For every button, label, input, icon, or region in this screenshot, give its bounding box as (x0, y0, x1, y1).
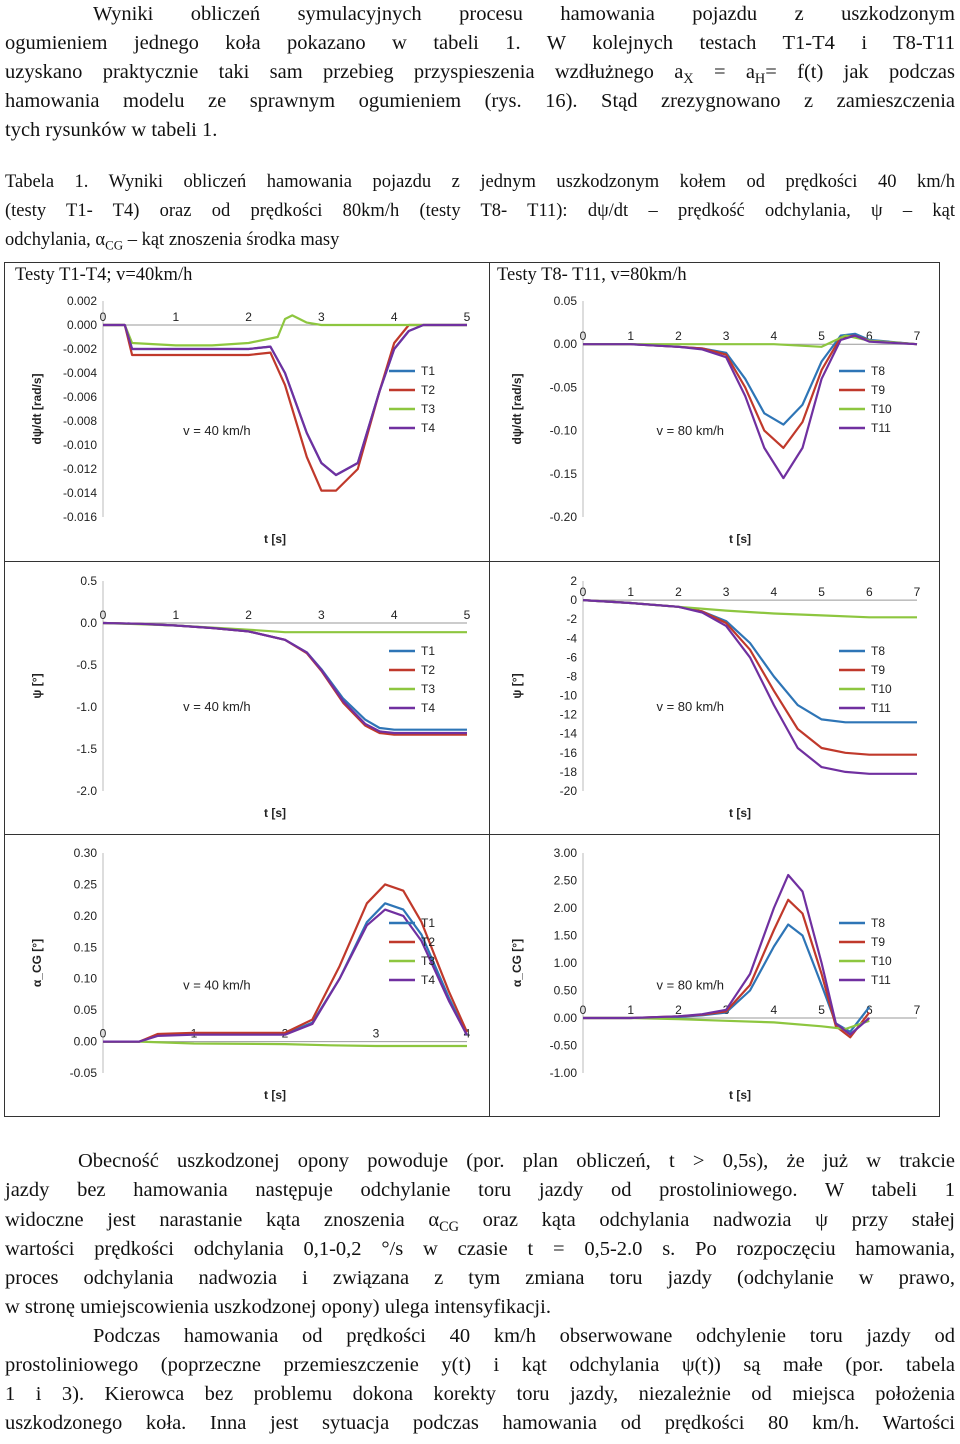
legend-label: T9 (871, 383, 886, 397)
y-tick-label: -0.15 (549, 466, 577, 481)
series-line-t9 (583, 336, 917, 448)
legend-label: T1 (421, 916, 436, 930)
y-tick-label: -0.008 (62, 414, 97, 428)
legend-label: T2 (421, 935, 436, 949)
speed-annotation: v = 80 km/h (656, 977, 725, 993)
column-header-left: Testy T1-T4; v=40km/h (15, 265, 193, 285)
legend-label: T11 (871, 421, 891, 435)
y-tick-label: -1.5 (76, 742, 97, 756)
caption-line-1: Tabela 1. Wyniki obliczeń hamowania pojazdu z jednym uszkodzonym kołem od prędkości 40 km/h (5, 172, 955, 192)
intro-line-1: Wyniki obliczeń symulacyjnych procesu hamowania pojazdu z uszkodzonym (93, 3, 955, 25)
y-tick-label: 0.50 (553, 983, 577, 998)
x-tick-label: 2 (245, 310, 252, 324)
legend-label: T1 (421, 364, 436, 378)
legend-label: T11 (871, 701, 891, 715)
p1-line-3: widoczne jest narastanie kąta znoszenia $\alpha_{CG}$ oraz kąta odchylania nadwozia ψ przy stałej (5, 1209, 955, 1236)
p1-line-6: w stronę umiejscowienia uszkodzonej opony) ulega intensyfikacji. (5, 1296, 551, 1318)
x-tick-label: 6 (865, 1003, 873, 1017)
chart-yaw-rate-40kmh (25, 289, 481, 551)
x-tick-label: 5 (818, 329, 825, 344)
y-tick-label: -10 (559, 688, 577, 703)
p1-line-5: proces odchylania nadwozia i związana z tym zmiana toru jazdy (odchylanie w prawo, (5, 1267, 955, 1289)
legend-label: T8 (871, 916, 886, 930)
x-axis-label: t [s] (264, 1088, 286, 1102)
y-tick-label: -0.006 (62, 390, 97, 404)
y-axis-label: dψ/dt [rad/s] (510, 373, 524, 445)
chart-yaw-rate-80kmh (505, 289, 931, 551)
legend-label: T2 (421, 383, 436, 397)
series-line-t11 (583, 336, 917, 479)
x-tick-label: 3 (722, 329, 730, 344)
speed-annotation: v = 80 km/h (656, 699, 725, 715)
y-tick-label: -1.0 (76, 700, 97, 714)
chart-sideslip-40kmh (25, 841, 481, 1107)
x-tick-label: 7 (913, 585, 921, 600)
x-tick-label: 5 (463, 608, 471, 622)
chart-yaw-angle-80kmh (505, 569, 931, 825)
intro-line-2: ogumieniem jednego koła pokazano w tabeli 1. W kolejnych testach T1-T4 i T8-T11 (5, 32, 955, 54)
intro-line-4: hamowania modelu ze sprawnym ogumieniem (rys. 16). Stąd zrezygnowano z zamieszczenia (5, 90, 955, 112)
y-tick-label: -0.012 (62, 462, 97, 476)
speed-annotation: v = 40 km/h (183, 422, 251, 438)
series-line-t2 (103, 884, 467, 1041)
y-tick-label: -18 (559, 764, 577, 779)
x-tick-label: 5 (463, 310, 471, 324)
series-line-t1 (103, 325, 467, 475)
y-tick-label: 2.50 (553, 873, 577, 888)
x-axis-label: t [s] (264, 806, 286, 820)
legend-label: T4 (421, 421, 436, 435)
intro-line-5: tych rysunków w tabeli 1. (5, 119, 218, 141)
p2-line-2: prostoliniowego (poprzeczne przemieszczenie y(t) i kąt odchylania ψ(t)) są małe (por. tabela (5, 1354, 955, 1376)
p2-line-1: Podczas hamowania od prędkości 40 km/h obserwowane odchylenie toru jazdy od (93, 1325, 955, 1347)
intro-line-3: uzyskano praktycznie taki sam przebieg przyspieszenia wzdłużnego $a_X = a_H= f(t)$ jak podczas (5, 61, 955, 88)
speed-annotation: v = 80 km/h (656, 422, 725, 438)
y-axis-label: α_CG [°] (510, 938, 524, 988)
y-tick-label: -0.50 (549, 1038, 577, 1053)
y-tick-label: 0.20 (73, 908, 97, 923)
x-tick-label: 0 (579, 585, 587, 600)
x-tick-label: 1 (190, 1026, 198, 1041)
x-tick-label: 5 (818, 585, 825, 600)
y-tick-label: 0 (570, 593, 577, 608)
x-tick-label: 4 (770, 329, 778, 344)
x-tick-label: 1 (627, 1003, 635, 1017)
y-tick-label: -16 (559, 745, 577, 760)
y-tick-label: -0.10 (549, 423, 577, 438)
y-tick-label: 0.10 (73, 971, 97, 986)
series-line-t8 (583, 600, 917, 722)
column-header-right: Testy T8- T11, v=80km/h (497, 265, 687, 285)
legend-label: T10 (871, 682, 892, 696)
x-tick-label: 3 (722, 585, 730, 600)
x-axis-label: t [s] (729, 1088, 751, 1102)
y-tick-label: 1.50 (553, 928, 577, 943)
series-line-t10 (583, 1018, 869, 1029)
y-tick-label: 0.5 (80, 574, 97, 588)
x-tick-label: 4 (463, 1026, 471, 1041)
y-tick-label: -1.00 (549, 1066, 577, 1080)
x-tick-label: 3 (318, 608, 325, 622)
caption-line-2: (testy T1- T4) oraz od prędkości 80km/h (testy T8- T11): dψ/dt – prędkość odchylania, ψ – kąt (5, 201, 955, 221)
x-tick-label: 0 (579, 329, 587, 344)
table-column-divider (489, 263, 490, 1116)
y-axis-label: ψ [°] (510, 673, 524, 699)
x-tick-label: 0 (99, 1026, 107, 1041)
x-tick-label: 2 (675, 585, 682, 600)
x-tick-label: 3 (372, 1026, 380, 1041)
series-line-t3 (103, 1042, 467, 1046)
x-tick-label: 0 (99, 310, 107, 324)
speed-annotation: v = 40 km/h (183, 977, 251, 993)
y-tick-label: -2 (566, 612, 577, 627)
legend-label: T11 (871, 973, 891, 987)
x-tick-label: 6 (865, 329, 873, 344)
y-axis-label: dψ/dt [rad/s] (30, 373, 44, 445)
legend-label: T8 (871, 644, 886, 658)
series-line-t4 (103, 623, 467, 733)
legend-label: T3 (421, 682, 436, 696)
legend-label: T4 (421, 701, 436, 715)
y-tick-label: 0.15 (73, 940, 97, 955)
chart-sideslip-80kmh (505, 841, 931, 1107)
series-line-t4 (103, 910, 467, 1042)
y-tick-label: -20 (559, 784, 577, 798)
series-line-t11 (583, 600, 917, 774)
x-axis-label: t [s] (729, 806, 751, 820)
y-tick-label: 2.00 (553, 901, 577, 915)
y-tick-label: -0.20 (549, 510, 577, 524)
x-tick-label: 1 (172, 310, 180, 324)
y-tick-label: 0.05 (553, 294, 577, 308)
legend-label: T10 (871, 954, 892, 968)
legend-label: T2 (421, 663, 436, 677)
y-axis-label: ψ [°] (30, 673, 44, 699)
y-tick-label: -6 (566, 650, 577, 665)
x-tick-label: 7 (913, 1003, 921, 1017)
legend-label: T8 (871, 364, 886, 378)
y-tick-label: -4 (566, 631, 577, 646)
table-row-divider-1 (5, 561, 939, 562)
y-tick-label: -0.05 (549, 380, 577, 395)
x-tick-label: 1 (172, 608, 180, 622)
y-tick-label: -0.05 (69, 1066, 97, 1080)
y-tick-label: -12 (559, 707, 577, 722)
legend-label: T9 (871, 935, 886, 949)
x-axis-label: t [s] (264, 532, 286, 546)
x-tick-label: 4 (390, 310, 398, 324)
y-tick-label: -2.0 (76, 784, 97, 798)
y-tick-label: 0.25 (73, 877, 97, 892)
legend-label: T10 (871, 402, 892, 416)
y-tick-label: 0.002 (66, 294, 97, 308)
p1-line-4: wartości prędkości odchylania 0,1-0,2 °/s w czasie t = 0,5-2.0 s. Po rozpoczęciu hamowania, (5, 1238, 955, 1260)
x-tick-label: 2 (675, 1003, 682, 1017)
speed-annotation: v = 40 km/h (183, 699, 251, 715)
series-line-t4 (103, 325, 467, 475)
x-tick-label: 6 (865, 585, 873, 600)
x-tick-label: 0 (99, 608, 107, 622)
x-tick-label: 4 (770, 1003, 778, 1017)
x-tick-label: 2 (281, 1026, 289, 1041)
p1-line-1: Obecność uszkodzonej opony powoduje (por. plan obliczeń, t > 0,5s), że już w trakcie (78, 1150, 955, 1172)
x-axis-label: t [s] (729, 532, 751, 546)
results-table (4, 262, 940, 1117)
x-tick-label: 4 (390, 608, 398, 622)
x-tick-label: 4 (770, 585, 778, 600)
x-tick-label: 0 (579, 1003, 587, 1017)
p2-line-4: uszkodzonego koła. Inna jest sytuacja podczas hamowania od prędkości 80 km/h. Wartości (5, 1412, 955, 1434)
y-tick-label: 0.000 (66, 318, 97, 332)
legend-label: T4 (421, 973, 436, 987)
series-line-t11 (583, 875, 869, 1035)
y-tick-label: -0.002 (62, 342, 97, 356)
x-tick-label: 2 (245, 608, 252, 622)
y-tick-label: 0.0 (80, 616, 97, 630)
y-tick-label: 0.30 (73, 846, 97, 860)
y-tick-label: -0.5 (76, 658, 97, 672)
legend-label: T3 (421, 402, 436, 416)
y-tick-label: -8 (566, 669, 577, 684)
x-tick-label: 5 (818, 1003, 825, 1017)
x-tick-label: 1 (627, 585, 635, 600)
legend-label: T9 (871, 663, 886, 677)
y-tick-label: 3.00 (553, 846, 577, 860)
table-row-divider-2 (5, 834, 939, 835)
series-line-t9 (583, 600, 917, 755)
p1-line-2: jazdy bez hamowania następuje odchylanie toru jazdy od prostoliniowego. W tabeli 1 (5, 1179, 955, 1201)
x-tick-label: 7 (913, 329, 921, 344)
y-tick-label: -0.016 (62, 510, 97, 524)
y-axis-label: α_CG [°] (30, 938, 44, 988)
p2-line-3: 1 i 3). Kierowca bez problemu dokona korekty toru jazdy, niezależnie od miejsca położenia (5, 1383, 955, 1405)
y-tick-label: -0.010 (62, 438, 97, 452)
y-tick-label: 0.00 (553, 337, 577, 352)
x-tick-label: 3 (318, 310, 325, 324)
y-tick-label: 0.00 (553, 1011, 577, 1025)
chart-yaw-angle-40kmh (25, 569, 481, 825)
y-tick-label: 1.00 (553, 956, 577, 970)
caption-line-3: odchylania, $\alpha_{CG}$ – kąt znoszenia środka masy (5, 230, 340, 253)
y-tick-label: -0.004 (62, 366, 97, 380)
y-tick-label: -0.014 (62, 486, 97, 500)
x-tick-label: 3 (722, 1003, 730, 1017)
y-tick-label: 0.05 (73, 1003, 97, 1018)
y-tick-label: -14 (559, 726, 577, 741)
y-tick-label: 0.00 (73, 1034, 97, 1049)
legend-label: T3 (421, 954, 436, 968)
x-tick-label: 1 (627, 329, 635, 344)
x-tick-label: 2 (675, 329, 682, 344)
legend-label: T1 (421, 644, 436, 658)
y-tick-label: 2 (570, 574, 577, 588)
